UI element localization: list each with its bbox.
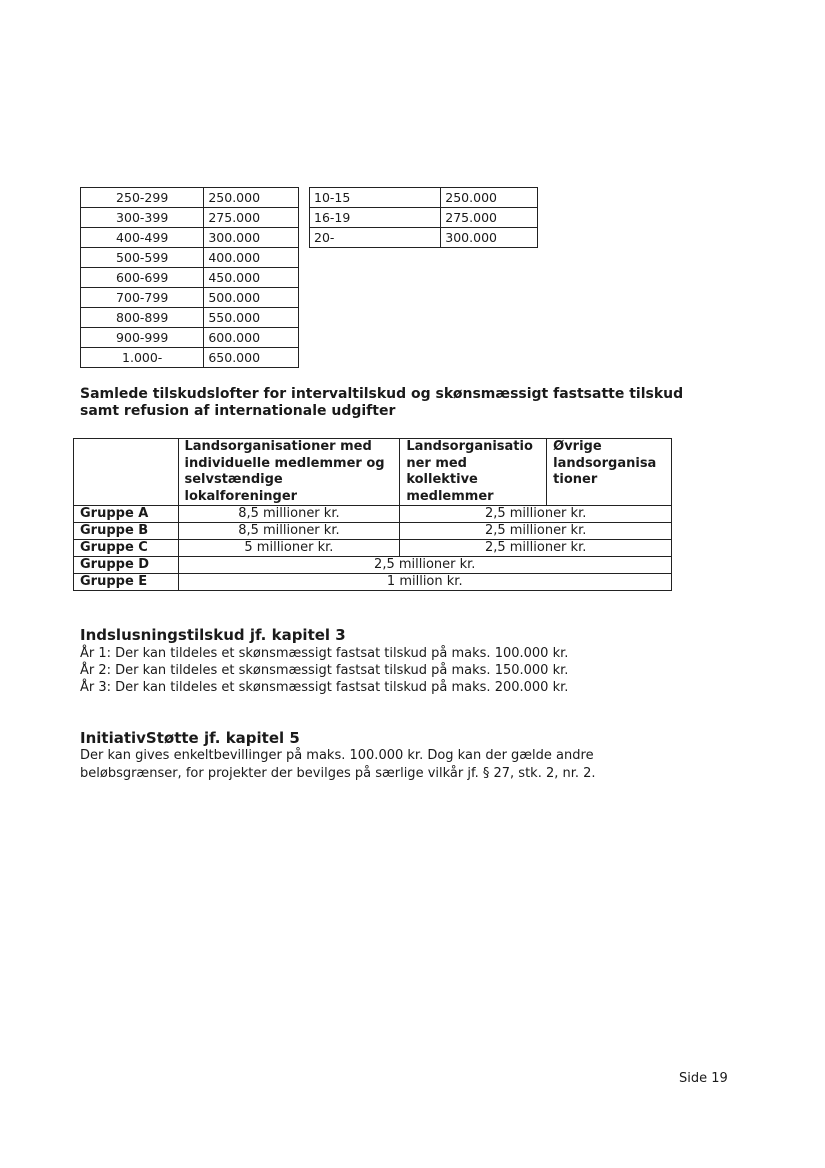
- table-row: [81, 268, 299, 288]
- ceiling-value: 2,5 millioner kr.: [400, 523, 672, 540]
- table-row: [310, 228, 538, 248]
- range-cell: 500-599: [81, 248, 204, 268]
- table-row: [74, 557, 672, 574]
- range-amount-table: [80, 187, 299, 368]
- amount-cell: 250.000: [441, 188, 538, 208]
- ceiling-value: 2,5 millioner kr.: [178, 557, 672, 574]
- indslusning-heading: Indslusningstilskud jf. kapitel 3: [80, 626, 346, 644]
- range-cell: 400-499: [81, 228, 204, 248]
- range-cell: 800-899: [81, 308, 204, 328]
- table-row: [81, 248, 299, 268]
- empty-header-cell: [74, 439, 179, 506]
- table-header-row: [74, 439, 672, 506]
- ceiling-table: [73, 438, 672, 591]
- table-row: [81, 228, 299, 248]
- range-cell: 20-: [310, 228, 441, 248]
- table-row: [74, 540, 672, 557]
- ceiling-value: 5 millioner kr.: [178, 540, 400, 557]
- range-cell: 300-399: [81, 208, 204, 228]
- header-individual-members: Landsorganisationer med individuelle medlemmer og selvstændige lokalforeninger: [178, 439, 400, 506]
- table-row: [310, 208, 538, 228]
- range-cell: 900-999: [81, 328, 204, 348]
- amount-cell: 275.000: [204, 208, 299, 228]
- table-row: [74, 506, 672, 523]
- range-cell: 16-19: [310, 208, 441, 228]
- ceiling-value: 8,5 millioner kr.: [178, 506, 400, 523]
- amount-cell: 600.000: [204, 328, 299, 348]
- ceiling-value: 2,5 millioner kr.: [400, 506, 672, 523]
- amount-cell: 650.000: [204, 348, 299, 368]
- ceiling-value: 8,5 millioner kr.: [178, 523, 400, 540]
- initiativ-heading: InitiativStøtte jf. kapitel 5: [80, 729, 300, 747]
- table-row: [81, 308, 299, 328]
- range-cell: 600-699: [81, 268, 204, 288]
- table-row: [81, 288, 299, 308]
- header-other-organisations: Øvrige landsorganisa tioner: [547, 439, 672, 506]
- amount-cell: 550.000: [204, 308, 299, 328]
- page-number: Side 19: [679, 1071, 728, 1086]
- ceiling-value: 2,5 millioner kr.: [400, 540, 672, 557]
- indslusning-line-year-2: År 2: Der kan tildeles et skønsmæssigt fastsat tilskud på maks. 150.000 kr.: [80, 663, 569, 678]
- ceiling-value: 1 million kr.: [178, 574, 672, 591]
- group-label: Gruppe E: [74, 574, 179, 591]
- indslusning-line-year-1: År 1: Der kan tildeles et skønsmæssigt fastsat tilskud på maks. 100.000 kr.: [80, 646, 569, 661]
- group-label: Gruppe D: [74, 557, 179, 574]
- amount-cell: 500.000: [204, 288, 299, 308]
- table-row: [74, 523, 672, 540]
- indslusning-line-year-3: År 3: Der kan tildeles et skønsmæssigt fastsat tilskud på maks. 200.000 kr.: [80, 680, 569, 695]
- header-collective-members: Landsorganisatio ner med kollektive medlemmer: [400, 439, 547, 506]
- amount-cell: 250.000: [204, 188, 299, 208]
- table-row: [81, 208, 299, 228]
- table-row: [81, 328, 299, 348]
- table-row: [74, 574, 672, 591]
- group-label: Gruppe C: [74, 540, 179, 557]
- table-row: [310, 188, 538, 208]
- initiativ-text: Der kan gives enkeltbevillinger på maks. 100.000 kr. Dog kan der gælde andre beløbsgrænser, for projekter der bevilges på særlige vilkår jf. § 27, stk. 2, nr. 2.: [80, 748, 596, 781]
- amount-cell: 300.000: [204, 228, 299, 248]
- group-label: Gruppe B: [74, 523, 179, 540]
- range-cell: 250-299: [81, 188, 204, 208]
- table-row: [81, 188, 299, 208]
- member-count-table: [309, 187, 538, 248]
- range-cell: 1.000-: [81, 348, 204, 368]
- range-cell: 10-15: [310, 188, 441, 208]
- amount-cell: 300.000: [441, 228, 538, 248]
- ceiling-section-heading: Samlede tilskudslofter for intervaltilskud og skønsmæssigt fastsatte tilskud samt refusion af internationale udgifter: [80, 386, 684, 419]
- amount-cell: 400.000: [204, 248, 299, 268]
- amount-cell: 450.000: [204, 268, 299, 288]
- table-row: [81, 348, 299, 368]
- group-label: Gruppe A: [74, 506, 179, 523]
- amount-cell: 275.000: [441, 208, 538, 228]
- range-cell: 700-799: [81, 288, 204, 308]
